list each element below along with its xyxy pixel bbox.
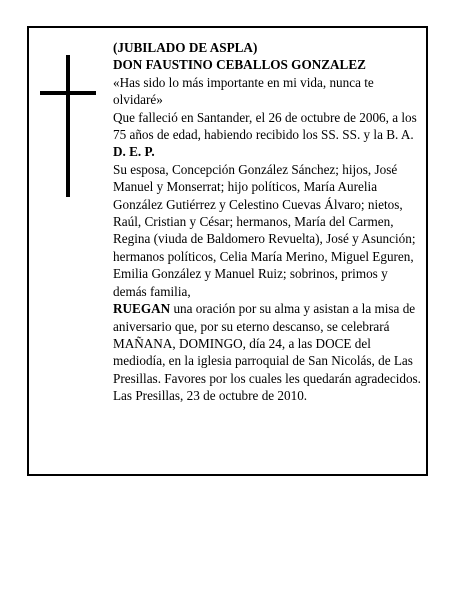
cross-icon (40, 55, 96, 197)
death-notice: Que falleció en Santander, el 26 de octubre de 2006, a los 75 años de edad, habiendo recibido los SS. SS. y la B. A. (113, 109, 417, 143)
memorial-quote: «Has sido lo más importante en mi vida, nunca te olvidaré» (113, 74, 374, 108)
request-word: RUEGAN (113, 301, 171, 317)
family-list: Su esposa, Concepción González Sánchez; hijos, José Manuel y Monserrat; hijo políticos, María Aurelia González Gutiérrez y Celestino Cuevas Álvaro; nietos, Raúl, Cristian y César; hermanos, María del Carmen, Regina (viuda de Baldomero Revuelta), José y Asunción; hermanos políticos, Celia María Merino, Miguel Eguren, Emilia González y Manuel Ruiz; sobrinos, primos y demás familia, (113, 161, 416, 299)
retiree-title: (JUBILADO DE ASPLA) (113, 40, 258, 55)
cross-horizontal-bar (40, 91, 96, 95)
rip-line: D. E. P. (113, 144, 155, 160)
request-text: una oración por su alma y asistan a la misa de aniversario que, por su eterno descanso, se celebrará MAÑANA, DOMINGO, día 24, a las DOCE del mediodía, en la iglesia parroquial de San Nicolás, de Las Presillas. Favores por los cuales les quedarán agradecidos. (113, 301, 421, 386)
place-date: Las Presillas, 23 de octubre de 2010. (113, 388, 308, 404)
deceased-name: DON FAUSTINO CEBALLOS GONZALEZ (113, 57, 366, 73)
cross-vertical-bar (66, 55, 70, 197)
mass-request (113, 300, 421, 387)
obituary-text (113, 39, 421, 405)
